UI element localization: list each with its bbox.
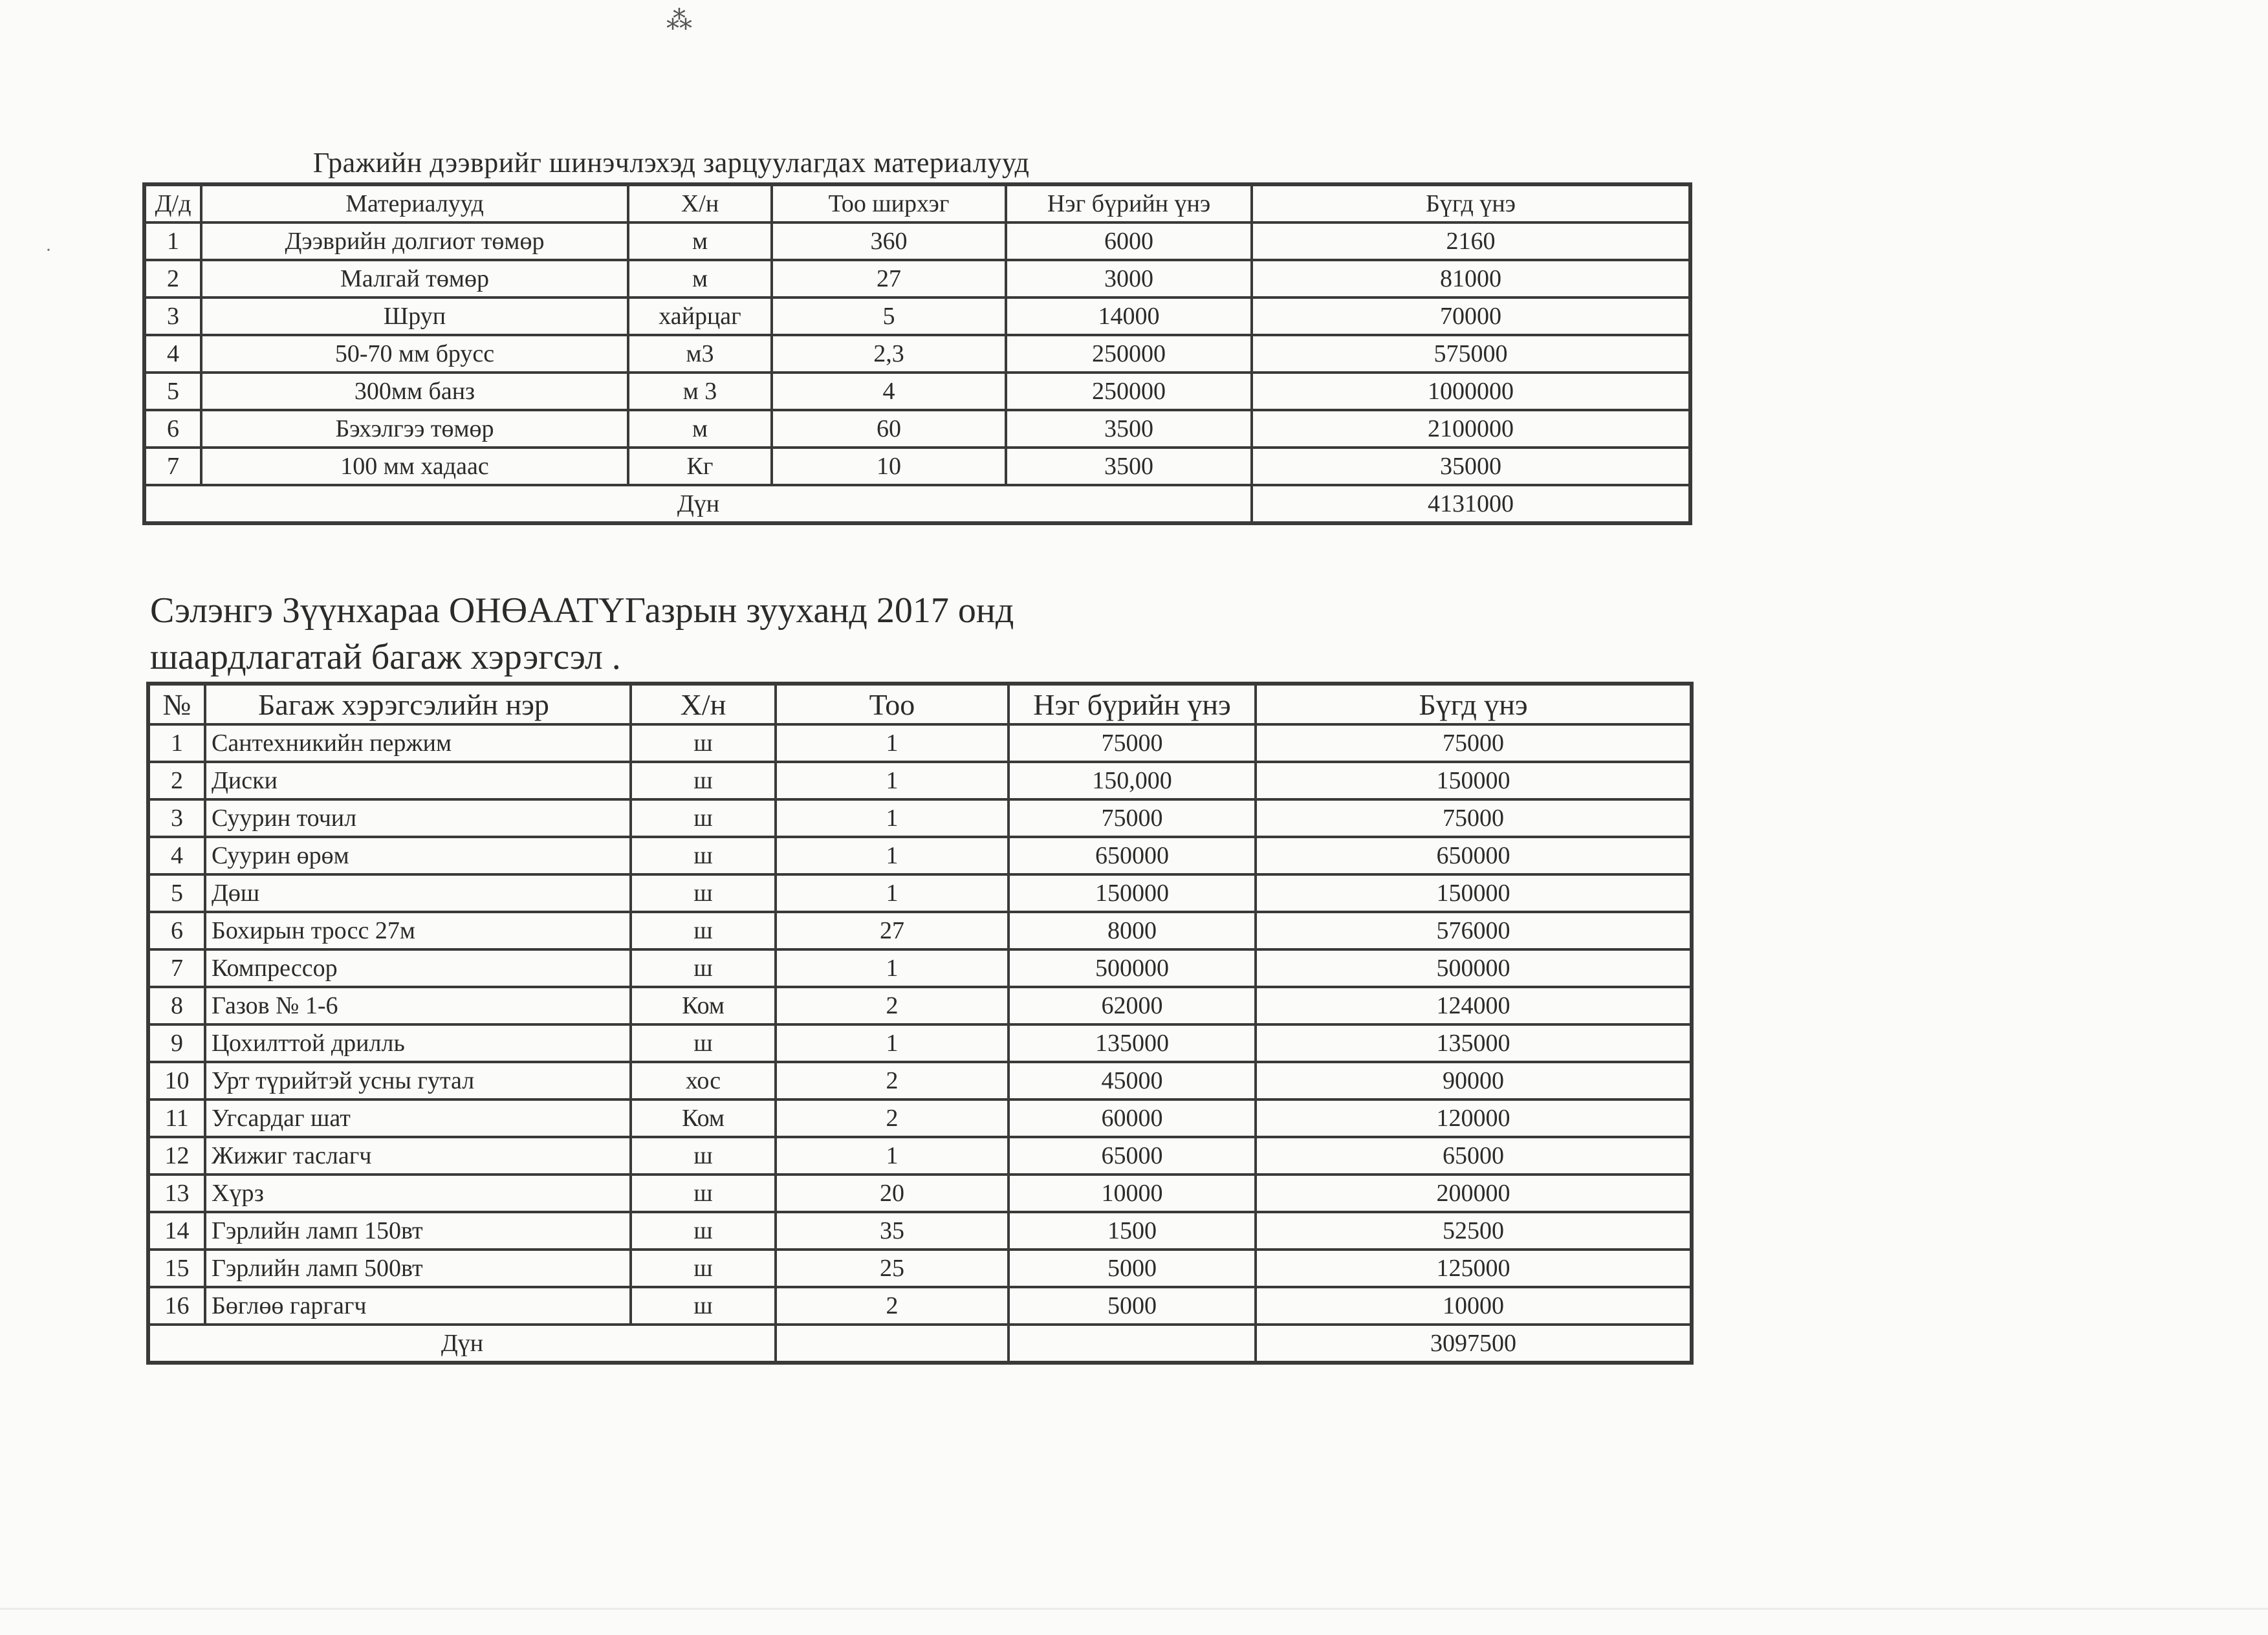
cell-quantity: 1 [776, 874, 1009, 912]
cell-number: 8 [148, 987, 205, 1024]
cell-index: 3 [144, 298, 201, 335]
cell-unit-price: 5000 [1009, 1287, 1256, 1325]
cell-unit-price: 45000 [1009, 1062, 1256, 1099]
cell-quantity: 35 [776, 1212, 1009, 1250]
table-row [148, 762, 1692, 799]
col-header-material: Материалууд [201, 184, 628, 222]
cell-unit-price: 8000 [1009, 912, 1256, 949]
cell-quantity: 1 [776, 762, 1009, 799]
cell-unit: м3 [628, 335, 772, 373]
table-row [148, 874, 1692, 912]
cell-unit-price: 65000 [1009, 1137, 1256, 1175]
cell-quantity: 4 [772, 373, 1006, 410]
cell-material: Шруп [201, 298, 628, 335]
cell-unit-price: 3500 [1006, 448, 1252, 485]
cell-tool-name: Гэрлийн ламп 500вт [205, 1250, 631, 1287]
table-row [148, 724, 1692, 762]
cell-unit: м [628, 222, 772, 260]
cell-number: 4 [148, 837, 205, 874]
table-row [148, 912, 1692, 949]
cell-number: 3 [148, 799, 205, 837]
cell-unit: хос [631, 1062, 776, 1099]
cell-unit: хайрцаг [628, 298, 772, 335]
cell-unit: ш [631, 1137, 776, 1175]
cell-material: Дээврийн долгиот төмөр [201, 222, 628, 260]
cell-unit-price: 250000 [1006, 373, 1252, 410]
materials-table [142, 182, 1692, 525]
table-row [148, 1175, 1692, 1212]
scan-mark: · [45, 239, 52, 261]
tools-title-line-2: шаардлагатай багаж хэрэгсэл . [150, 637, 621, 677]
col-header-quantity: Тоо [776, 684, 1009, 724]
cell-tool-name: Диски [205, 762, 631, 799]
cell-quantity: 60 [772, 410, 1006, 448]
total-row [148, 1325, 1692, 1363]
total-value: 4131000 [1252, 485, 1690, 523]
cell-quantity: 2 [776, 1099, 1009, 1137]
cell-unit-price: 62000 [1009, 987, 1256, 1024]
cell-total-price: 2100000 [1252, 410, 1690, 448]
cell-total-price: 52500 [1256, 1212, 1692, 1250]
cell-material: Малгай төмөр [201, 260, 628, 298]
cell-unit: м [628, 260, 772, 298]
cell-quantity: 1 [776, 1137, 1009, 1175]
cell-total-price: 125000 [1256, 1250, 1692, 1287]
cell-tool-name: Компрессор [205, 949, 631, 987]
table-row [148, 1250, 1692, 1287]
cell-unit: Ком [631, 1099, 776, 1137]
cell-quantity: 2 [776, 1062, 1009, 1099]
total-empty-cell [776, 1325, 1009, 1363]
cell-unit: ш [631, 799, 776, 837]
cell-unit-price: 75000 [1009, 799, 1256, 837]
cell-index: 7 [144, 448, 201, 485]
cell-total-price: 576000 [1256, 912, 1692, 949]
table-row [148, 1137, 1692, 1175]
total-label: Дүн [148, 1325, 776, 1363]
cell-number: 12 [148, 1137, 205, 1175]
col-header-tool-name: Багаж хэрэгсэлийн нэр [205, 684, 631, 724]
cell-unit-price: 250000 [1006, 335, 1252, 373]
cell-tool-name: Дөш [205, 874, 631, 912]
cell-number: 9 [148, 1024, 205, 1062]
cell-total-price: 500000 [1256, 949, 1692, 987]
cell-unit: ш [631, 1175, 776, 1212]
cell-index: 2 [144, 260, 201, 298]
cell-total-price: 65000 [1256, 1137, 1692, 1175]
cell-unit-price: 1500 [1009, 1212, 1256, 1250]
cell-tool-name: Хүрз [205, 1175, 631, 1212]
cell-tool-name: Сантехникийн пержим [205, 724, 631, 762]
cell-total-price: 120000 [1256, 1099, 1692, 1137]
cell-material: 300мм банз [201, 373, 628, 410]
cell-quantity: 27 [776, 912, 1009, 949]
cell-unit-price: 10000 [1009, 1175, 1256, 1212]
cell-unit: Кг [628, 448, 772, 485]
table-row [148, 799, 1692, 837]
cell-unit: ш [631, 949, 776, 987]
cell-quantity: 10 [772, 448, 1006, 485]
cell-unit-price: 135000 [1009, 1024, 1256, 1062]
table-row [148, 949, 1692, 987]
table-row [144, 222, 1690, 260]
cell-total-price: 575000 [1252, 335, 1690, 373]
cell-total-price: 200000 [1256, 1175, 1692, 1212]
cell-quantity: 1 [776, 799, 1009, 837]
cell-unit-price: 6000 [1006, 222, 1252, 260]
total-empty-cell [1009, 1325, 1256, 1363]
cell-quantity: 1 [776, 837, 1009, 874]
cell-number: 7 [148, 949, 205, 987]
cell-tool-name: Газов № 1-6 [205, 987, 631, 1024]
col-header-unit: Х/н [631, 684, 776, 724]
cell-index: 4 [144, 335, 201, 373]
cell-number: 5 [148, 874, 205, 912]
cell-unit-price: 14000 [1006, 298, 1252, 335]
cell-quantity: 2,3 [772, 335, 1006, 373]
col-header-unit-price: Нэг бүрийн үнэ [1009, 684, 1256, 724]
cell-number: 15 [148, 1250, 205, 1287]
cell-total-price: 135000 [1256, 1024, 1692, 1062]
cell-tool-name: Угсардаг шат [205, 1099, 631, 1137]
cell-total-price: 90000 [1256, 1062, 1692, 1099]
cell-tool-name: Суурин точил [205, 799, 631, 837]
cell-unit: Ком [631, 987, 776, 1024]
cell-unit: м 3 [628, 373, 772, 410]
cell-total-price: 150000 [1256, 874, 1692, 912]
cell-number: 13 [148, 1175, 205, 1212]
cell-index: 5 [144, 373, 201, 410]
cell-unit: ш [631, 1024, 776, 1062]
table-header-row [148, 684, 1692, 724]
cell-number: 11 [148, 1099, 205, 1137]
cell-quantity: 2 [776, 1287, 1009, 1325]
table-row [148, 1287, 1692, 1325]
cell-tool-name: Бөглөө гаргагч [205, 1287, 631, 1325]
cell-total-price: 75000 [1256, 724, 1692, 762]
cell-index: 6 [144, 410, 201, 448]
cell-unit-price: 500000 [1009, 949, 1256, 987]
table-row [148, 1062, 1692, 1099]
cell-unit: ш [631, 1212, 776, 1250]
table-row [148, 837, 1692, 874]
table-row [148, 1212, 1692, 1250]
cell-unit: ш [631, 762, 776, 799]
total-row [144, 485, 1690, 523]
table-row [144, 260, 1690, 298]
cell-total-price: 10000 [1256, 1287, 1692, 1325]
col-header-unit: Х/н [628, 184, 772, 222]
table-row [144, 298, 1690, 335]
col-header-quantity: Тоо ширхэг [772, 184, 1006, 222]
table-row [144, 373, 1690, 410]
cell-unit: ш [631, 1287, 776, 1325]
cell-number: 6 [148, 912, 205, 949]
cell-quantity: 1 [776, 1024, 1009, 1062]
cell-unit-price: 3500 [1006, 410, 1252, 448]
table-row [148, 1099, 1692, 1137]
scan-edge [0, 1608, 2268, 1610]
materials-title: Гражийн дээврийг шинэчлэхэд зарцуулагдах материалууд [313, 147, 1030, 179]
cell-total-price: 150000 [1256, 762, 1692, 799]
table-row [148, 1024, 1692, 1062]
table-row [144, 410, 1690, 448]
col-header-number: № [148, 684, 205, 724]
cell-unit: ш [631, 874, 776, 912]
cell-unit-price: 3000 [1006, 260, 1252, 298]
cell-material: Бэхэлгээ төмөр [201, 410, 628, 448]
cell-material: 100 мм хадаас [201, 448, 628, 485]
cell-tool-name: Гэрлийн ламп 150вт [205, 1212, 631, 1250]
cell-quantity: 5 [772, 298, 1006, 335]
cell-total-price: 35000 [1252, 448, 1690, 485]
cell-quantity: 25 [776, 1250, 1009, 1287]
cell-quantity: 1 [776, 949, 1009, 987]
cell-total-price: 75000 [1256, 799, 1692, 837]
col-header-unit-price: Нэг бүрийн үнэ [1006, 184, 1252, 222]
tools-table [146, 682, 1694, 1365]
cell-total-price: 124000 [1256, 987, 1692, 1024]
cell-quantity: 20 [776, 1175, 1009, 1212]
cell-number: 14 [148, 1212, 205, 1250]
col-header-index: Д/д [144, 184, 201, 222]
tools-title [150, 587, 1014, 680]
tools-title-line-1: Сэлэнгэ Зүүнхараа ОНӨААТҮГазрын зууханд 2017 онд [150, 590, 1014, 631]
total-label: Дүн [144, 485, 1252, 523]
cell-number: 10 [148, 1062, 205, 1099]
cell-total-price: 81000 [1252, 260, 1690, 298]
cell-total-price: 650000 [1256, 837, 1692, 874]
cell-number: 2 [148, 762, 205, 799]
table-row [144, 335, 1690, 373]
cell-tool-name: Бохирын тросс 27м [205, 912, 631, 949]
cell-number: 16 [148, 1287, 205, 1325]
cell-tool-name: Цохилттой дрилль [205, 1024, 631, 1062]
col-header-total-price: Бүгд үнэ [1252, 184, 1690, 222]
cell-total-price: 70000 [1252, 298, 1690, 335]
table-header-row [144, 184, 1690, 222]
cell-unit-price: 150,000 [1009, 762, 1256, 799]
cell-quantity: 27 [772, 260, 1006, 298]
cell-quantity: 360 [772, 222, 1006, 260]
cell-unit-price: 75000 [1009, 724, 1256, 762]
cell-unit: ш [631, 1250, 776, 1287]
cell-tool-name: Суурин өрөм [205, 837, 631, 874]
cell-unit-price: 5000 [1009, 1250, 1256, 1287]
cell-tool-name: Жижиг таслагч [205, 1137, 631, 1175]
cell-material: 50-70 мм брусс [201, 335, 628, 373]
cell-total-price: 1000000 [1252, 373, 1690, 410]
cell-unit: м [628, 410, 772, 448]
cell-unit: ш [631, 912, 776, 949]
cell-total-price: 2160 [1252, 222, 1690, 260]
cell-index: 1 [144, 222, 201, 260]
scan-speck: ⁂ [666, 6, 692, 35]
cell-quantity: 1 [776, 724, 1009, 762]
cell-unit-price: 60000 [1009, 1099, 1256, 1137]
cell-unit: ш [631, 837, 776, 874]
cell-unit: ш [631, 724, 776, 762]
table-row [144, 448, 1690, 485]
cell-tool-name: Урт түрийтэй усны гутал [205, 1062, 631, 1099]
cell-number: 1 [148, 724, 205, 762]
cell-unit-price: 650000 [1009, 837, 1256, 874]
col-header-total-price: Бүгд үнэ [1256, 684, 1692, 724]
table-row [148, 987, 1692, 1024]
cell-unit-price: 150000 [1009, 874, 1256, 912]
cell-quantity: 2 [776, 987, 1009, 1024]
total-value: 3097500 [1256, 1325, 1692, 1363]
